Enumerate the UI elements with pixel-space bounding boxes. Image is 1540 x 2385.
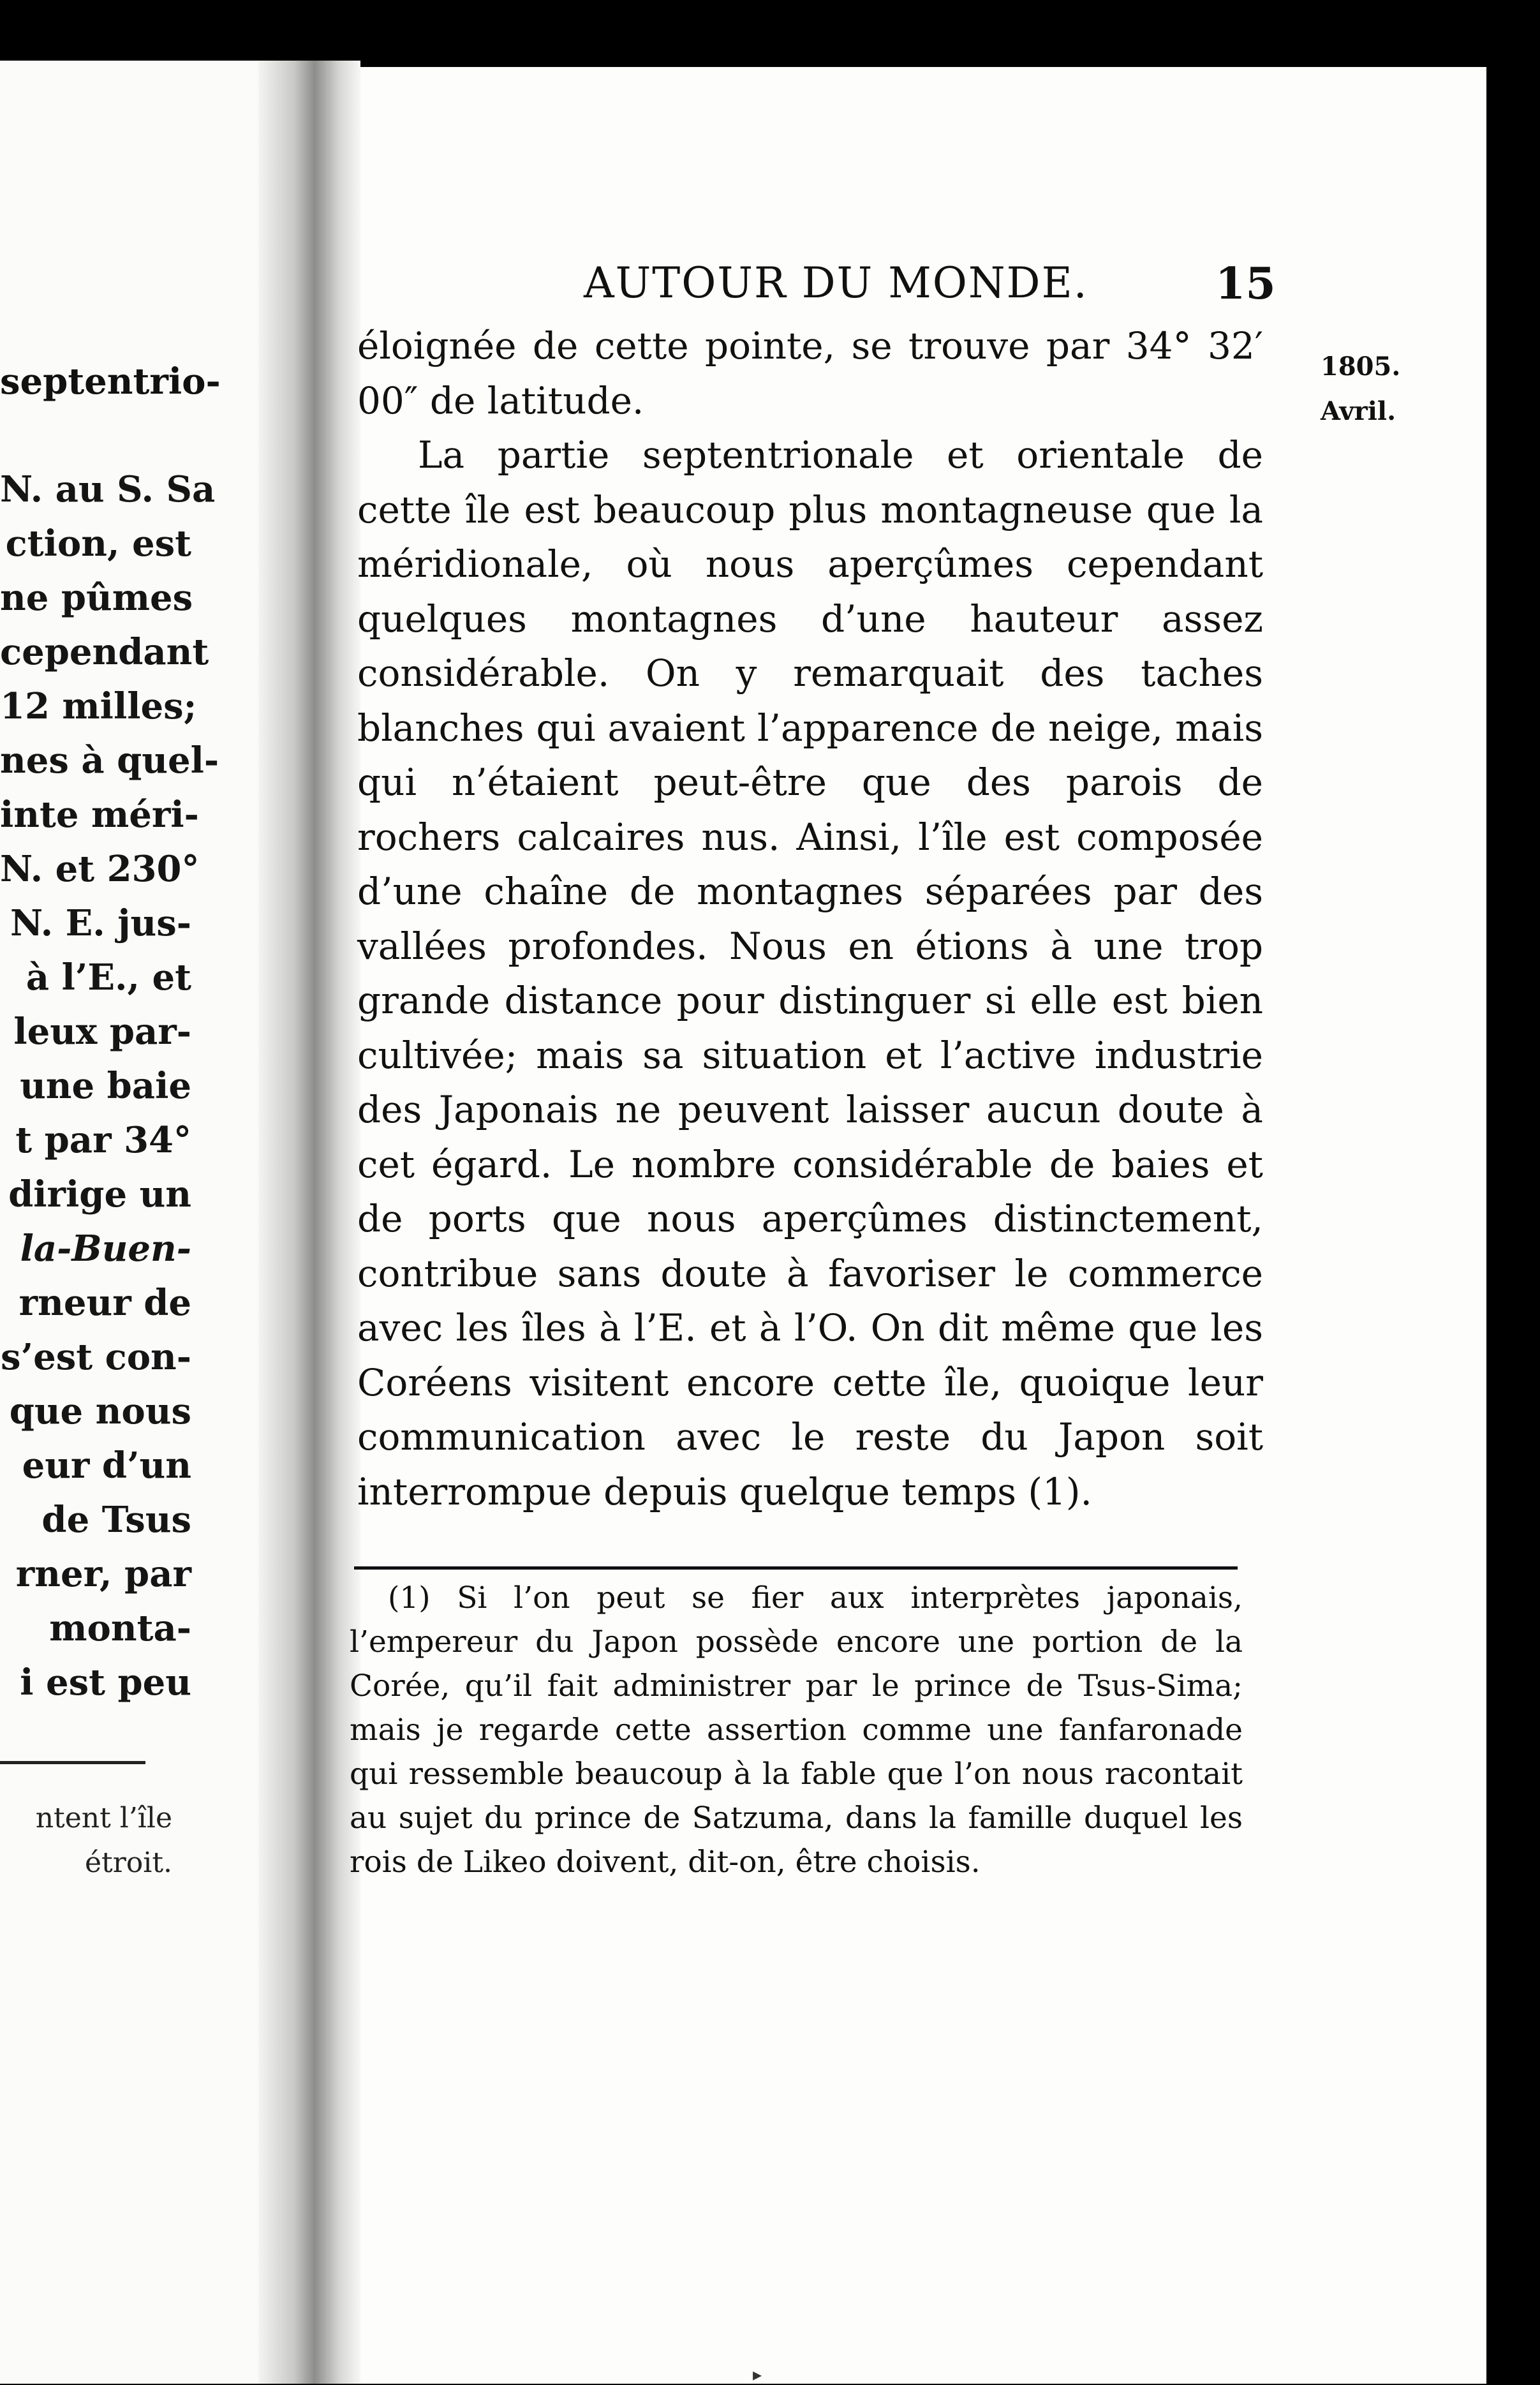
left-line: rneur de [19, 1282, 191, 1324]
left-page-top-line: septentrio- [0, 360, 221, 403]
left-line: de Tsus [41, 1499, 191, 1541]
body-text [357, 319, 1263, 1519]
margin-month: Avril. [1321, 396, 1396, 426]
left-line: une baie [20, 1065, 191, 1107]
left-line: à l’E., et [26, 956, 191, 999]
footnote-rule [354, 1566, 1238, 1570]
left-line: nes à quel- [0, 739, 219, 782]
left-line: inte méri- [0, 794, 199, 836]
left-line: N. et 230° [0, 848, 200, 890]
margin-year: 1805. [1321, 352, 1401, 382]
book-gutter-shadow [258, 61, 360, 2384]
scan-right-border [1486, 61, 1540, 2384]
left-line: 12 milles; [0, 685, 197, 727]
left-line: rner, par [15, 1553, 191, 1595]
signature-mark: ▸ [753, 2364, 762, 2385]
left-footnote-rule [0, 1761, 145, 1764]
left-line: que nous [9, 1390, 191, 1432]
left-note-line: étroit. [85, 1846, 172, 1879]
left-line: i est peu [20, 1661, 191, 1704]
left-line: ne pûmes [0, 577, 193, 619]
left-line: eur d’un [22, 1445, 191, 1487]
scan-top-border [0, 0, 1540, 70]
left-footnote-fragment [0, 1796, 172, 1885]
left-line: monta- [49, 1607, 191, 1649]
left-line: s’est con- [1, 1336, 191, 1378]
left-line: t par 34° [15, 1119, 191, 1161]
left-line: N. au S. Sa [0, 468, 216, 510]
paragraph-continuation: éloignée de cette pointe, se trouve par 34° 32′ 00″ de latitude. [357, 324, 1263, 422]
page-number: 15 [1215, 258, 1276, 309]
left-line: N. E. jus- [10, 902, 191, 944]
left-line: ction, est [5, 523, 191, 565]
left-line: cependant [0, 631, 209, 673]
left-line: la-Buen- [20, 1228, 191, 1270]
paragraph: La partie septentrionale et orientale de cette île est beaucoup plus montagneuse que la méridionale, où nous aperçûmes cependant quelques montagnes d’une hauteur assez considérable. On y remarquait des taches blanches qui avaient l’apparence de neige, mais qui n’étaient peut-être que des parois de rochers calcaires nus. Ainsi, l’île est composée d’une chaîne de montagnes séparées par des vallées profondes. Nous en étions à une trop grande distance pour distinguer si elle est bien cultivée; mais sa situation et l’active industrie des Japonais ne peuvent laisser aucun doute à cet égard. Le nombre considérable de baies et de ports que nous aperçûmes distinctement, contribue sans doute à favoriser le commerce avec les îles à l’E. et à l’O. On dit même que les Coréens visitent encore cette île, quoique leur communication avec le reste du Japon soit interrompue depuis quelque temps (1). [357, 433, 1263, 1513]
left-page-text-lines [0, 463, 219, 1710]
footnote: (1) Si l’on peut se fier aux interprètes japonais, l’empereur du Japon possède encore une portion de la Corée, qu’il fait administrer par le prince de Tsus-Sima; mais je regarde cette assertion comme une fanfaronade qui ressemble beaucoup à la fable que l’on nous racontait au sujet du prince de Satzuma, dans la famille duquel les rois de Likeo doivent, dit-on, être choisis. [350, 1580, 1243, 1880]
running-title: AUTOUR DU MONDE. [584, 258, 1088, 308]
left-note-line: ntent l’île [35, 1802, 172, 1834]
left-line: leux par- [13, 1011, 191, 1053]
left-line: dirige un [8, 1173, 191, 1215]
margin-date-note [1321, 345, 1400, 434]
